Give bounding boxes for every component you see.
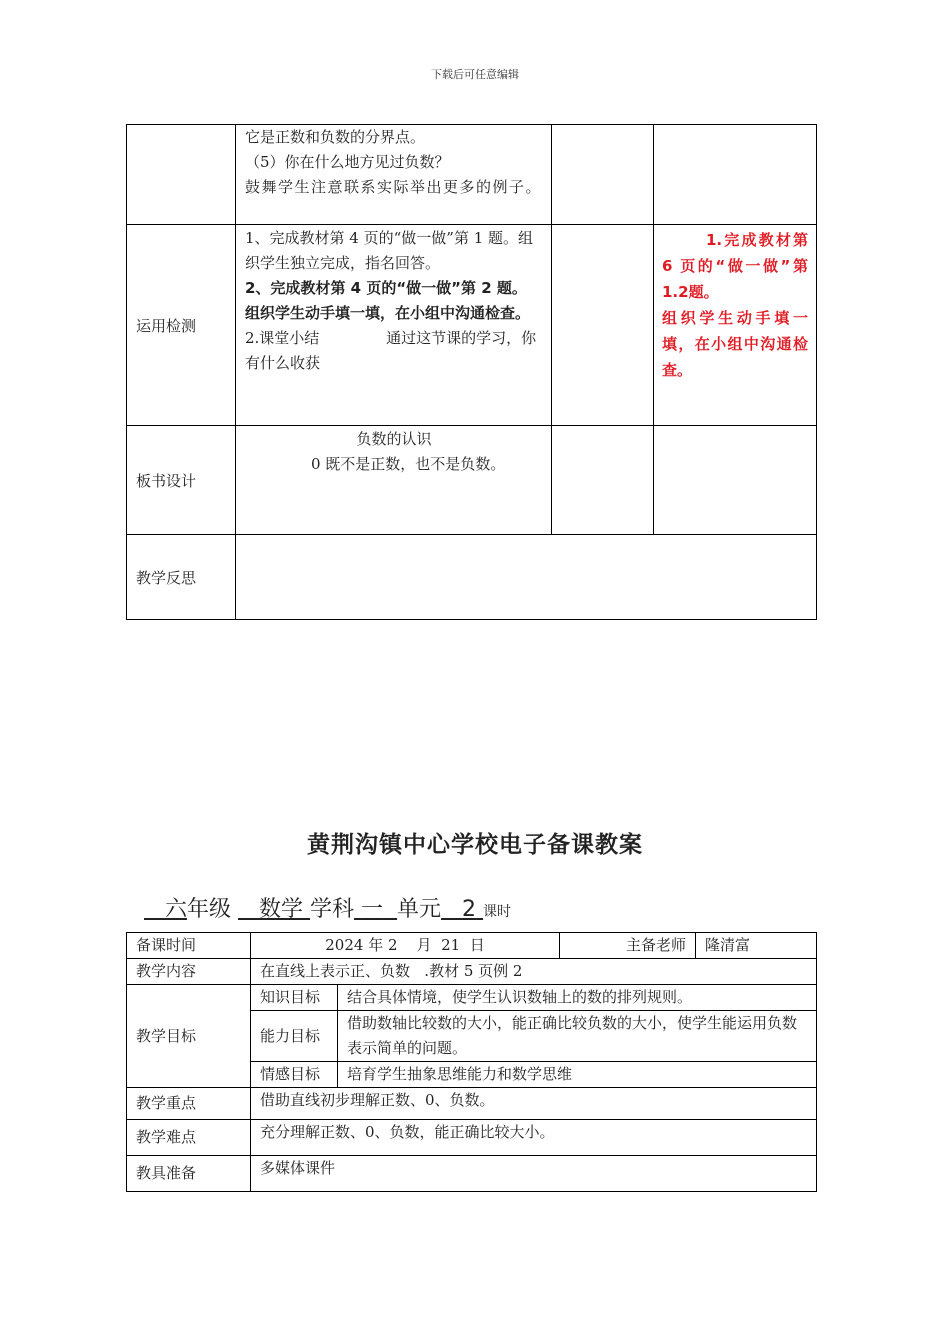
tools-label: 教具准备 bbox=[127, 1156, 251, 1192]
empty-cell bbox=[552, 125, 654, 225]
reflection-cell bbox=[236, 535, 817, 620]
board-title: 负数的认识 bbox=[356, 430, 432, 448]
empty-cell bbox=[552, 426, 654, 535]
lesson-plan-table-continued bbox=[126, 124, 817, 620]
ability-value: 借助数轴比较数的大小，能正确比较负数的大小，使学生能运用负数表示简单的问题。 bbox=[338, 1011, 817, 1062]
empty-cell bbox=[654, 125, 817, 225]
text-line: 1、完成教材第 4 页的“做一做”第 1 题。组织学生独立完成，指名回答。 bbox=[245, 229, 534, 272]
text-line: 组织学生动手填一填，在小组中沟通检查。 bbox=[662, 309, 808, 379]
prep-time-value: 2024 年 2 月 21 日 bbox=[251, 933, 560, 959]
table-row bbox=[127, 985, 817, 1011]
tools-value: 多媒体课件 bbox=[251, 1156, 817, 1192]
category-label: 板书设计 bbox=[127, 426, 236, 535]
text-line: 2、完成教材第 4 页的“做一做”第 2 题。 bbox=[245, 279, 527, 297]
grade-label: 年级 bbox=[187, 897, 232, 922]
teacher-value: 隆清富 bbox=[696, 933, 817, 959]
table-row bbox=[127, 1156, 817, 1192]
content-cell bbox=[236, 125, 552, 225]
text-line: 组织学生动手填一填，在小组中沟通检查。 bbox=[245, 304, 531, 322]
lesson-meta bbox=[144, 892, 511, 923]
key-value: 借助直线初步理解正数、0、负数。 bbox=[251, 1088, 817, 1120]
empty-cell bbox=[654, 426, 817, 535]
subject-label: 学科 bbox=[310, 897, 355, 922]
text-line: 2.课堂小结 通过这节课的学习，你有什么收获 bbox=[245, 329, 537, 372]
emotion-label: 情感目标 bbox=[251, 1062, 338, 1088]
category-cell bbox=[127, 125, 236, 225]
emotion-value: 培育学生抽象思维能力和数学思维 bbox=[338, 1062, 817, 1088]
page-header: 下载后可任意编辑 bbox=[431, 68, 519, 81]
table-row bbox=[127, 1120, 817, 1156]
text-line: 鼓舞学生注意联系实际举出更多的例子。 bbox=[245, 178, 543, 196]
lesson-label: 课时 bbox=[483, 904, 512, 920]
prep-time-label: 备课时间 bbox=[127, 933, 251, 959]
text-line: 它是正数和负数的分界点。 bbox=[245, 128, 426, 146]
lesson-value: 2 bbox=[462, 897, 477, 922]
knowledge-label: 知识目标 bbox=[251, 985, 338, 1011]
grade-value: 六 bbox=[164, 897, 187, 922]
content-cell bbox=[236, 225, 552, 426]
teacher-label: 主备老师 bbox=[560, 933, 696, 959]
table-row bbox=[127, 426, 817, 535]
unit-label: 单元 bbox=[397, 897, 442, 922]
empty-cell bbox=[552, 225, 654, 426]
board-line: 0 既不是正数，也不是负数。 bbox=[311, 455, 506, 473]
knowledge-value: 结合具体情境，使学生认识数轴上的数的排列规则。 bbox=[338, 985, 817, 1011]
goals-label: 教学目标 bbox=[127, 985, 251, 1088]
content-label: 教学内容 bbox=[127, 959, 251, 985]
table-row bbox=[127, 125, 817, 225]
difficulty-value: 充分理解正数、0、负数，能正确比较大小。 bbox=[251, 1120, 817, 1156]
category-label: 运用检测 bbox=[127, 225, 236, 426]
student-activity-cell bbox=[654, 225, 817, 426]
ability-label: 能力目标 bbox=[251, 1011, 338, 1062]
table-row bbox=[127, 933, 817, 959]
table-row bbox=[127, 225, 817, 426]
text-line: 1.完成教材第 6 页的“做一做”第1.2题。 bbox=[662, 231, 808, 301]
content-cell bbox=[236, 426, 552, 535]
content-value: 在直线上表示正、负数 .教材 5 页例 2 bbox=[251, 959, 817, 985]
text-line: （5）你在什么地方见过负数？ bbox=[245, 153, 450, 171]
lesson-info-table bbox=[126, 932, 817, 1192]
subject-value: 数学 bbox=[259, 897, 304, 922]
table-row bbox=[127, 959, 817, 985]
category-label: 教学反思 bbox=[127, 535, 236, 620]
key-label: 教学重点 bbox=[127, 1088, 251, 1120]
difficulty-label: 教学难点 bbox=[127, 1120, 251, 1156]
table-row bbox=[127, 535, 817, 620]
unit-value: 一 bbox=[361, 897, 384, 922]
table-row bbox=[127, 1088, 817, 1120]
page-title: 黄荆沟镇中心学校电子备课教案 bbox=[307, 832, 643, 858]
